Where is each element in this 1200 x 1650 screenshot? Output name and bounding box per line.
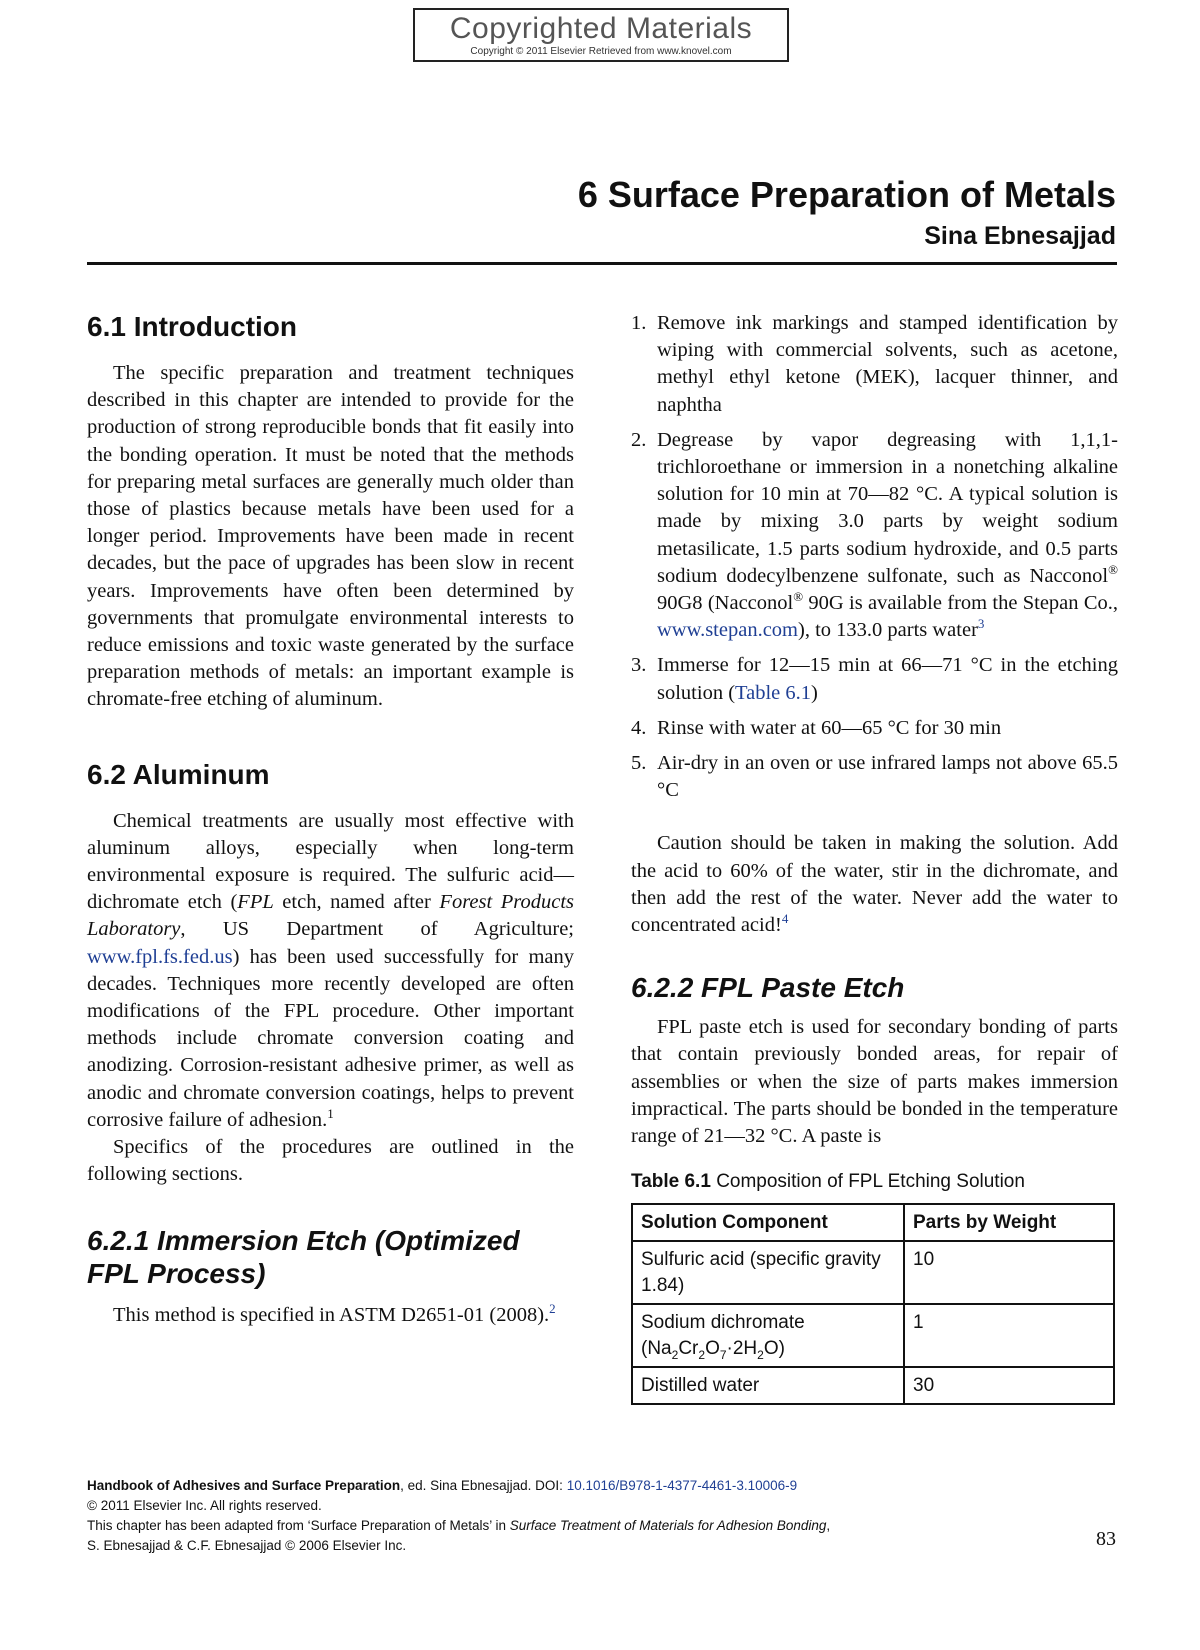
column-header-parts: Parts by Weight [904, 1204, 1114, 1241]
component-name: Sodium dichromate [641, 1312, 805, 1334]
column-header-component: Solution Component [632, 1204, 904, 1241]
source-title: Surface Treatment of Materials for Adhesion Bonding [509, 1518, 827, 1533]
list-item [631, 427, 1118, 645]
title-divider [87, 262, 1117, 265]
aluminum-paragraph-1 [87, 808, 574, 1134]
list-item [631, 715, 1118, 742]
introduction-paragraph: The specific preparation and treatment techniques described in this chapter are intended to provide for the production of strong reproducible bonds that fit easily into the bonding operation. It must be noted that the methods for preparing metal surfaces are generally much older than those of plastics because metals have been used for a longer period. Improvements have been made in recent decades, but the pace of upgrades has been slow in recent years. Improvements have often been determined by governments that promulgate environmental interests to reduce emissions and toxic waste generated by the surface preparation methods of metals: an important example is chromate-free etching of aluminum. [87, 362, 574, 711]
step-text: Rinse with water at 60—65 °C for 30 min [657, 716, 1002, 739]
step-number: 4. [631, 716, 647, 739]
step-text-a: Degrease by vapor degreasing with 1,1,1-trichloroethane or immersion in a nonetching alkaline solution for 10 min at 70—82 °C. A typical solution is made by mixing 3.0 parts by weight sodium metasilicate, 1.5 parts sodium hydroxide, and 0.5 parts sodium dodecylbenzene sulfonate, such as Nacconol [657, 428, 1118, 587]
list-item [631, 310, 1118, 419]
left-column [87, 310, 574, 1330]
paste-etch-paragraph: FPL paste etch is used for secondary bonding of parts that contain previously bonded areas, for repair of assemblies or when the size of parts makes immersion impractical. The parts should be bonded in the temperature range of 21—32 °C. A paste is [631, 1016, 1118, 1148]
aluminum-paragraph-2: Specifics of the procedures are outlined in the following sections. [87, 1136, 574, 1186]
step-text-d: ), to 133.0 parts water [798, 619, 978, 642]
table-title: Composition of FPL Etching Solution [716, 1171, 1025, 1193]
composition-table [631, 1203, 1115, 1405]
aluminum-text-d: ) has been used successfully for many decades. Techniques more recently developed are often modifications of the FPL procedure. Other important methods include chromate conversion coating and anodizing. Corrosion-resistant adhesive primer, as well as anodic and chromate conversion coatings, helps to prevent corrosive failure of adhesion. [87, 945, 574, 1131]
step-text-b: ) [811, 681, 818, 704]
fpl-website-link[interactable]: www.fpl.fs.fed.us [87, 945, 233, 968]
caution-paragraph [631, 830, 1118, 939]
step-text-b: 90G8 (Nacconol [657, 592, 794, 615]
list-item [631, 652, 1118, 706]
section-heading-aluminum: 6.2 Aluminum [87, 758, 270, 790]
table-cell-parts: 30 [904, 1367, 1114, 1404]
footer-authors: S. Ebnesajjad & C.F. Ebnesajjad © 2006 Elsevier Inc. [87, 1538, 407, 1553]
reference-3[interactable]: 3 [977, 616, 985, 632]
list-item [631, 750, 1118, 804]
table-6-1-link[interactable]: Table 6.1 [735, 681, 812, 704]
immersion-text: This method is specified in ASTM D2651-01 (2008). [113, 1304, 550, 1327]
page-number: 83 [1096, 1528, 1116, 1550]
aluminum-text-a: Chemical treatments are usually most effective with aluminum alloys, especially when long-term environmental exposure is required. The sulfuric acid—dichromate etch ( [87, 809, 574, 914]
step-number: 1. [631, 312, 647, 334]
step-number: 5. [631, 752, 647, 775]
section-heading-immersion-etch: 6.2.1 Immersion Etch (Optimized FPL Process) [87, 1225, 520, 1290]
caution-text: Caution should be taken in making the solution. Add the acid to 60% of the water, stir in the dichromate, and then add the rest of the water. Never add the water to concentrated acid! [631, 832, 1118, 937]
footer-citation: Handbook of Adhesives and Surface Preparation, ed. Sina Ebnesajjad. DOI: 10.1016/B978-1-4377-4461-3.10006-9 [87, 1478, 798, 1493]
copyright-stamp [413, 8, 789, 62]
table-row [632, 1367, 1114, 1404]
reference-2[interactable]: 2 [549, 1301, 556, 1317]
table-cell-component: Distilled water [632, 1367, 904, 1404]
step-text: Air-dry in an oven or use infrared lamps not above 65.5 °C [657, 752, 1118, 802]
reference-4[interactable]: 4 [781, 911, 789, 927]
doi-link[interactable]: 10.1016/B978-1-4377-4461-3.10006-9 [566, 1478, 798, 1493]
section-heading-paste-etch: 6.2.2 FPL Paste Etch [631, 972, 905, 1004]
step-text: Remove ink markings and stamped identification by wiping with commercial solvents, such as acetone, methyl ethyl ketone (MEK), lacquer thinner, and naphtha [657, 312, 1118, 416]
step-number: 3. [631, 654, 647, 677]
table-row [632, 1304, 1114, 1367]
right-column [631, 310, 1118, 1405]
step-number: 2. [631, 428, 647, 451]
table-caption [631, 1170, 1118, 1194]
table-header-row [632, 1204, 1114, 1241]
footer-adapted: This chapter has been adapted from ‘Surface Preparation of Metals’ in Surface Treatment of Materials for Adhesion Bonding, [87, 1518, 831, 1533]
reference-1[interactable]: 1 [327, 1106, 334, 1122]
immersion-paragraph [87, 1302, 574, 1329]
chapter-title: 6 Surface Preparation of Metals [577, 174, 1116, 215]
aluminum-text-c: , US Department of Agriculture; [180, 918, 574, 941]
procedure-steps [631, 310, 1118, 804]
fpl-abbrev: FPL [237, 891, 274, 914]
fpl-lab-name: Forest Products Laboratory [87, 891, 574, 941]
section-heading-introduction: 6.1 Introduction [87, 311, 297, 342]
registered-mark: ® [793, 589, 804, 605]
table-cell-parts: 10 [904, 1241, 1114, 1304]
registered-mark: ® [1108, 562, 1118, 577]
step-text-a: Immerse for 12—15 min at 66—71 °C in the etching solution ( [657, 654, 1118, 704]
stepan-website-link[interactable]: www.stepan.com [657, 619, 798, 642]
stamp-subtitle: Copyright © 2011 Elsevier Retrieved from www.knovel.com [470, 46, 732, 57]
table-label: Table 6.1 [631, 1171, 711, 1193]
table-cell-component: Sulfuric acid (specific gravity 1.84) [632, 1241, 904, 1304]
step-text-c: 90G is available from the Stepan Co., [803, 592, 1118, 615]
table-row [632, 1241, 1114, 1304]
book-title: Handbook of Adhesives and Surface Preparation [87, 1478, 401, 1493]
stamp-title: Copyrighted Materials [449, 12, 753, 45]
table-cell-component [632, 1304, 904, 1367]
aluminum-text-b: etch, named after [273, 891, 440, 914]
chapter-author: Sina Ebnesajjad [924, 222, 1116, 250]
page-footer [87, 1476, 1117, 1556]
chemical-formula: $(Na_2Cr_2O_7\cdot 2H_2O)$ [641, 1338, 785, 1363]
footer-rights: © 2011 Elsevier Inc. All rights reserved. [87, 1498, 322, 1513]
table-cell-parts: 1 [904, 1304, 1114, 1367]
